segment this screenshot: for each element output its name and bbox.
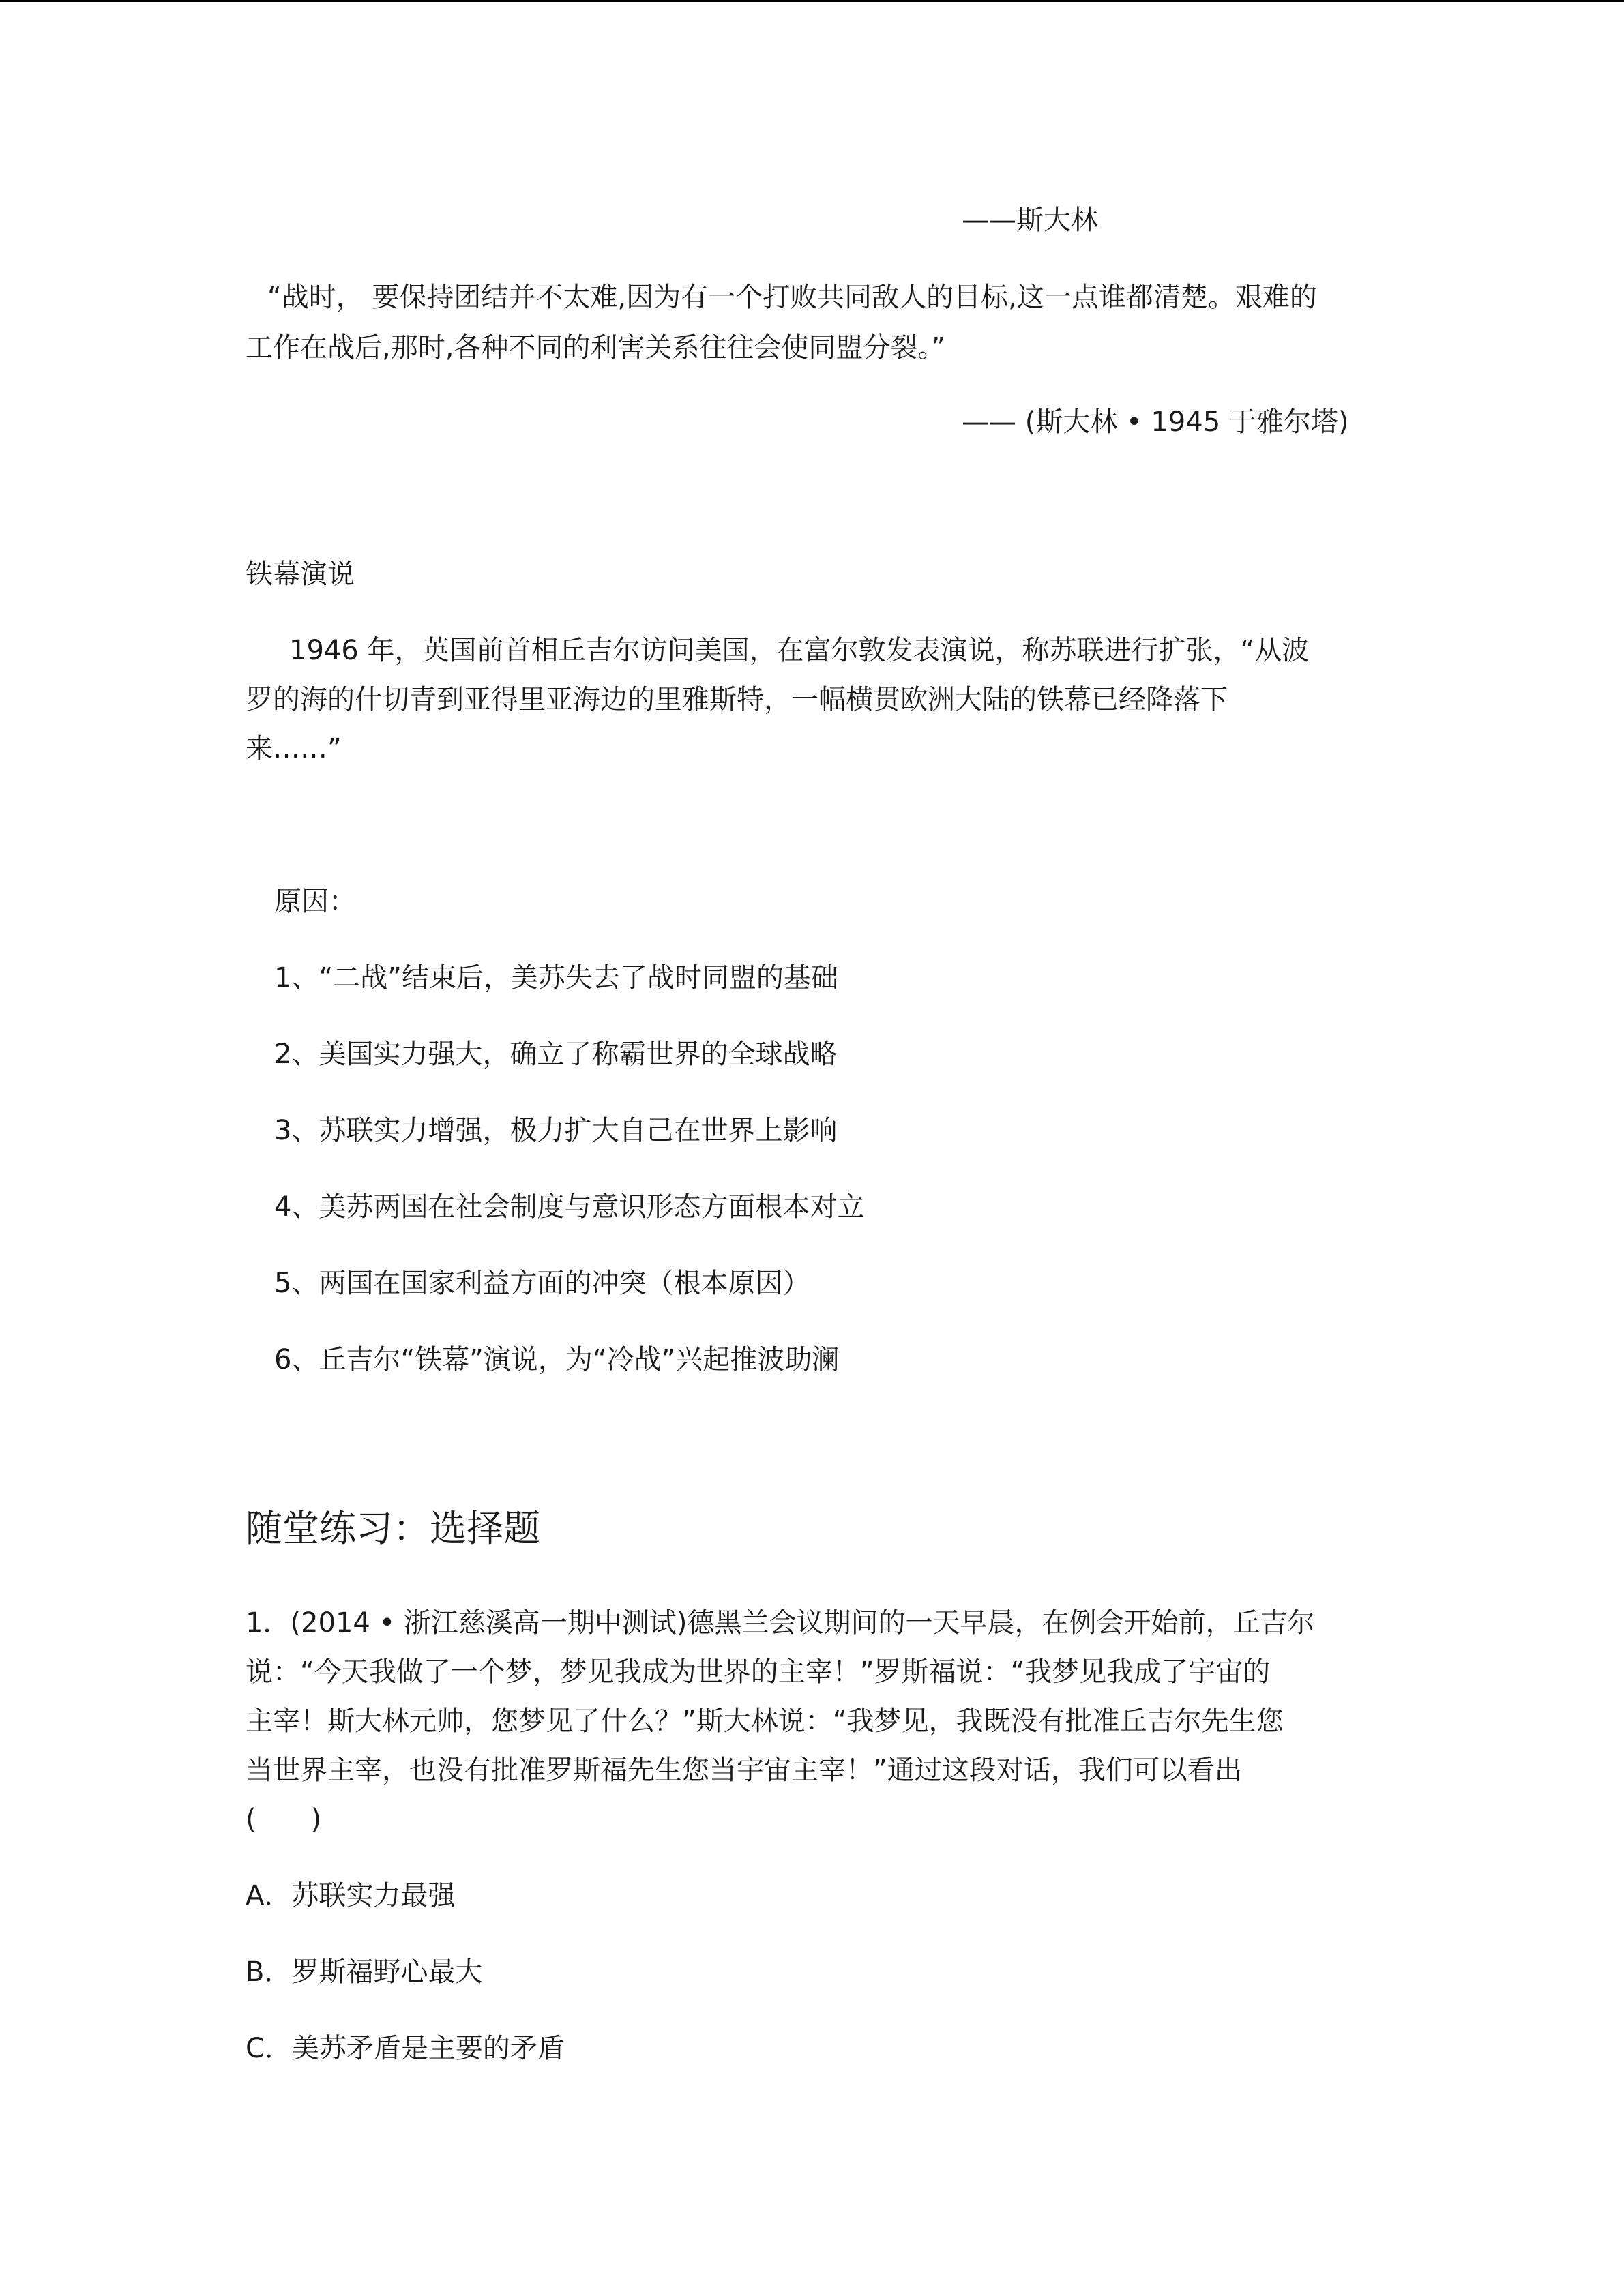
quote2-line-1: “战时， 要保持团结并不太难,因为有一个打败共同敌人的目标,这一点谁都清楚。艰难的 [267, 282, 1317, 313]
option-c: C．美苏矛盾是主要的矛盾 [246, 2033, 565, 2064]
quote2-attribution: —— (斯大林 • 1945 于雅尔塔) [962, 406, 1349, 438]
option-b: B．罗斯福野心最大 [246, 1956, 483, 1988]
iron-curtain-line-3: 来……” [246, 733, 342, 764]
question-line-1: 1．(2014 • 浙江慈溪高一期中测试)德黑兰会议期间的一天早晨，在例会开始前，丘吉尔 [246, 1607, 1315, 1639]
iron-curtain-title: 铁幕演说 [246, 558, 355, 590]
cause-item: 1、“二战”结束后，美苏失去了战时同盟的基础 [274, 962, 838, 994]
cause-item: 5、两国在国家利益方面的冲突（根本原因） [274, 1268, 810, 1299]
iron-curtain-line-2: 罗的海的什切青到亚得里亚海边的里雅斯特，一幅横贯欧洲大陆的铁幕已经降落下 [246, 684, 1228, 715]
option-a: A．苏联实力最强 [246, 1880, 456, 1911]
quote1-attribution: ——斯大林 [962, 205, 1098, 236]
cause-item: 2、美国实力强大，确立了称霸世界的全球战略 [274, 1039, 838, 1070]
practice-heading: 随堂练习：选择题 [246, 1507, 540, 1550]
quote2-line-2: 工作在战后,那时,各种不同的利害关系往往会使同盟分裂。” [246, 332, 946, 363]
iron-curtain-line-1: 1946 年，英国前首相丘吉尔访问美国，在富尔敦发表演说，称苏联进行扩张，“从波 [289, 635, 1310, 666]
cause-item: 6、丘吉尔“铁幕”演说，为“冷战”兴起推波助澜 [274, 1344, 840, 1375]
causes-label: 原因： [274, 886, 356, 917]
question-line-4: 当世界主宰，也没有批准罗斯福先生您当宇宙主宰！”通过这段对话，我们可以看出 [246, 1755, 1242, 1786]
question-line-2: 说：“今天我做了一个梦，梦见我成为世界的主宰！”罗斯福说：“我梦见我成了宇宙的 [246, 1656, 1271, 1688]
cause-item: 4、美苏两国在社会制度与意识形态方面根本对立 [274, 1191, 865, 1223]
question-line-5: ( ) [246, 1804, 322, 1835]
cause-item: 3、苏联实力增强，极力扩大自己在世界上影响 [274, 1115, 838, 1146]
question-line-3: 主宰！斯大林元帅，您梦见了什么？”斯大林说：“我梦见，我既没有批准丘吉尔先生您 [246, 1705, 1284, 1737]
